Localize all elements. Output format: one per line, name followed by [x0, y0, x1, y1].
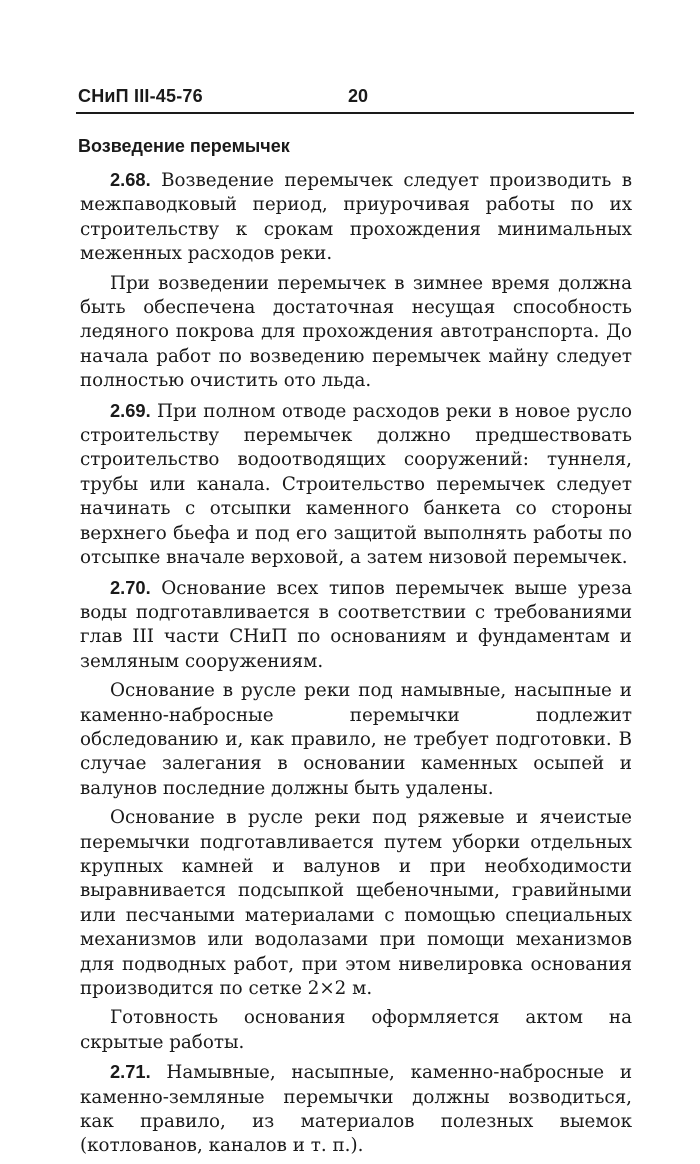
paragraph-2-70 [80, 576, 632, 675]
paragraph-text: Основание в русле реки под ряжевые и ячеистые перемычки подготавливается путем уборки отдельных крупных камней и валунов и при необходимости выравнивается подсыпкой щебеночными, гравийными или песчаными материалами с помощью специальных механизмов или водолазами при помощи механизмов для подводных работ, при этом нивелировка основания производится по сетке 2×2 м. [80, 807, 632, 999]
page-number: 20 [348, 86, 369, 106]
header-divider [76, 112, 634, 114]
paragraph-text: Основание всех типов перемычек выше уреза воды подготавливается в соответствии с требованиями глав III части СНиП по основаниям и фундаментам и земляным сооружениям. [80, 577, 632, 672]
document-body [80, 168, 632, 1164]
section-title: Возведение перемычек [78, 136, 290, 156]
paragraph-text: При полном отводе расходов реки в новое русло строительству перемычек должно предшествовать строительство водоотводящих сооружений: туннеля, трубы или канала. Строительство перемычек следует начинать с отсыпки каменного банкета со стороны верхнего бьефа и под его защитой выполнять работы по отсыпке вначале верховой, а затем низовой перемычек. [80, 400, 632, 569]
clause-number: 2.70. [110, 576, 151, 598]
paragraph-text: Готовность основания оформляется актом на скрытые работы. [80, 1007, 632, 1053]
page-header [76, 84, 634, 114]
paragraph-acceptance [80, 1006, 632, 1055]
paragraph-text: При возведении перемычек в зимнее время должна быть обеспечена достаточная несущая способность ледяного покрова для прохождения автотранспорта. До начала работ по возведению перемычек майну следует полностью очистить ото льда. [80, 272, 632, 392]
paragraph-riverbed-crib [80, 806, 632, 1001]
paragraph-2-68 [80, 168, 632, 267]
clause-number: 2.69. [110, 399, 151, 421]
paragraph-text: Возведение перемычек следует производить в межпаводковый период, приурочивая работы по их строительству к срокам прохождения минимальных меженных расходов реки. [80, 170, 632, 265]
document-code: СНиП III-45-76 [78, 86, 203, 106]
clause-number: 2.71. [110, 1061, 151, 1083]
clause-number: 2.68. [110, 169, 151, 190]
paragraph-2-71 [80, 1060, 632, 1159]
paragraph-winter-works [80, 272, 632, 394]
paragraph-text: Намывные, насыпные, каменно-набросные и каменно-земляные перемычки должны возводиться, как правило, из материалов полезных выемок (котлованов, каналов и т. п.). [80, 1062, 632, 1157]
paragraph-2-69 [80, 399, 632, 571]
paragraph-riverbed-fill [80, 679, 632, 801]
paragraph-text: Основание в русле реки под намывные, насыпные и каменно-набросные перемычки подлежит обследованию и, как правило, не требует подготовки. В случае залегания в основании каменных осыпей и валунов последние должны быть удалены. [80, 680, 632, 799]
